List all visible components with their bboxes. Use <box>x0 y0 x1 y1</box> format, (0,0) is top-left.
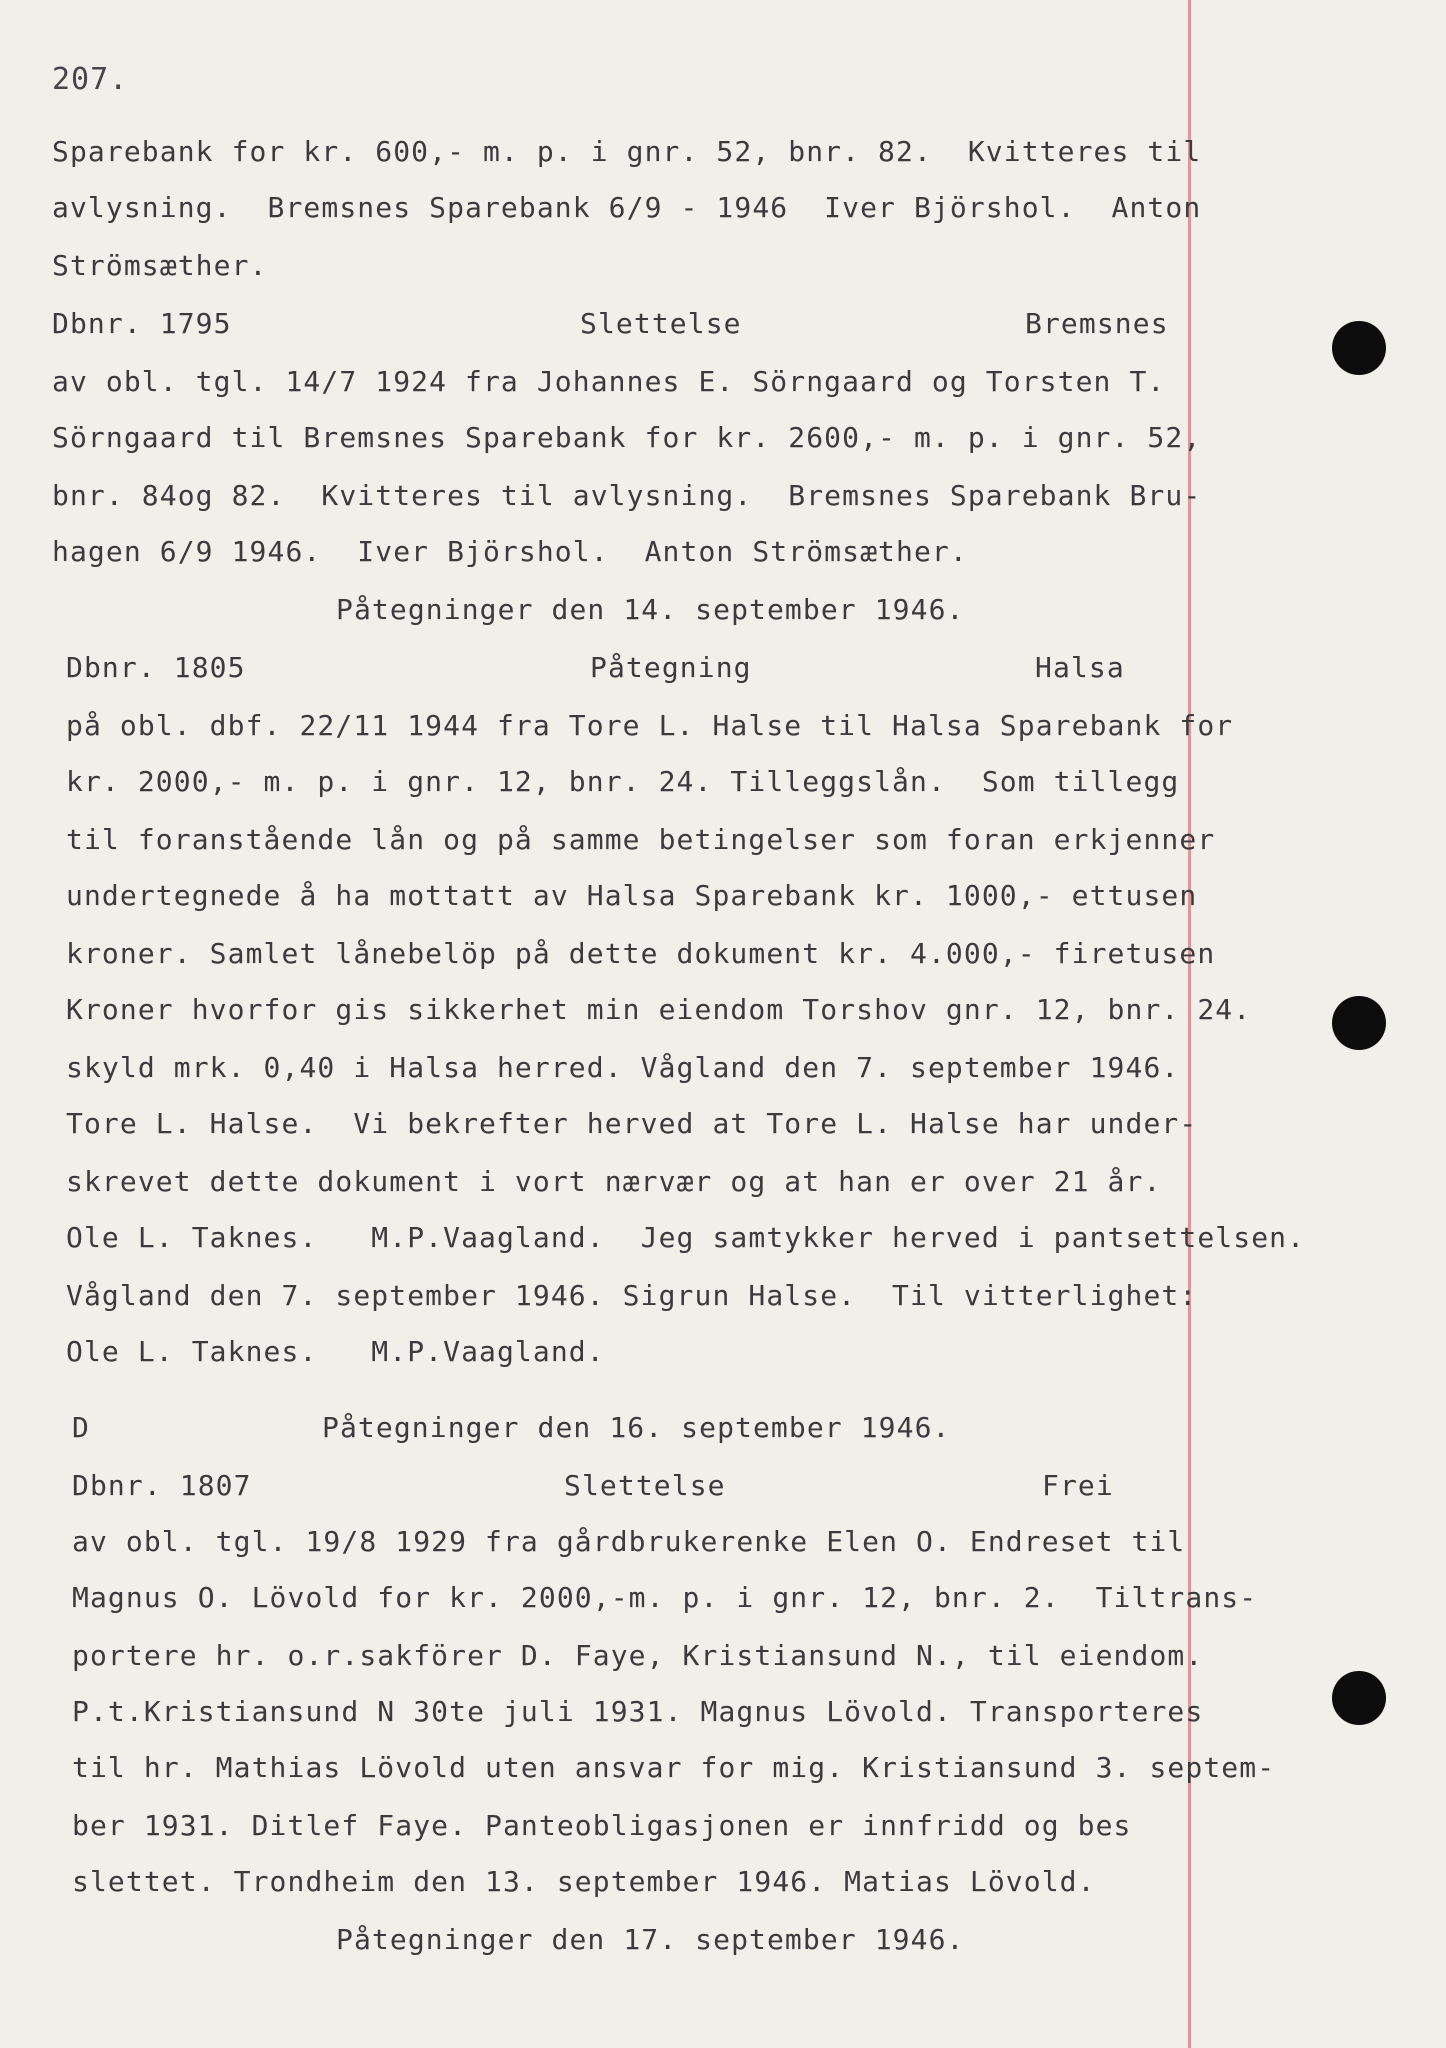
entry-dbnr: Dbnr. 1805 <box>66 651 246 684</box>
text-line: Strömsæther. <box>52 249 268 282</box>
punch-hole <box>1332 996 1386 1050</box>
section-heading: Påtegninger den 16. september 1946. <box>322 1411 951 1444</box>
text-line: Magnus O. Lövold for kr. 2000,-m. p. i gnr. 12, bnr. 2. Tiltrans- <box>72 1581 1258 1614</box>
text-line: portere hr. o.r.sakförer D. Faye, Kristiansund N., til eiendom. <box>72 1639 1204 1672</box>
entry-type: Påtegning <box>590 651 752 684</box>
entry-dbnr: Dbnr. 1807 <box>72 1469 252 1502</box>
text-line: til foranstående lån og på samme betingelser som foran erkjenner <box>66 823 1216 856</box>
entry-place: Frei <box>1042 1469 1114 1502</box>
text-line: av obl. tgl. 19/8 1929 fra gårdbrukerenke Elen O. Endreset til <box>72 1525 1186 1558</box>
text-line: slettet. Trondheim den 13. september 1946. Matias Lövold. <box>72 1865 1096 1898</box>
section-heading: Påtegninger den 17. september 1946. <box>336 1923 965 1956</box>
entry-place: Halsa <box>1035 651 1125 684</box>
text-line: til hr. Mathias Lövold uten ansvar for mig. Kristiansund 3. septem- <box>72 1751 1276 1784</box>
text-line: avlysning. Bremsnes Sparebank 6/9 - 1946 Iver Björshol. Anton <box>52 191 1202 224</box>
text-line: undertegnede å ha mottatt av Halsa Sparebank kr. 1000,- ettusen <box>66 879 1198 912</box>
section-heading: Påtegninger den 14. september 1946. <box>336 593 965 626</box>
text-line: kroner. Samlet lånebelöp på dette dokument kr. 4.000,- firetusen <box>66 937 1216 970</box>
entry-type: Slettelse <box>564 1469 726 1502</box>
text-line: kr. 2000,- m. p. i gnr. 12, bnr. 24. Tilleggslån. Som tillegg <box>66 765 1180 798</box>
text-line: Sparebank for kr. 600,- m. p. i gnr. 52, bnr. 82. Kvitteres til <box>52 135 1202 168</box>
entry-type: Slettelse <box>580 307 742 340</box>
text-line: hagen 6/9 1946. Iver Björshol. Anton Strömsæther. <box>52 535 968 568</box>
punch-hole <box>1332 1671 1386 1725</box>
text-line: bnr. 84og 82. Kvitteres til avlysning. Bremsnes Sparebank Bru- <box>52 479 1202 512</box>
text-line: skyld mrk. 0,40 i Halsa herred. Vågland den 7. september 1946. <box>66 1051 1180 1084</box>
text-line: Vågland den 7. september 1946. Sigrun Halse. Til vitterlighet: <box>66 1279 1198 1312</box>
heading-prefix: D <box>72 1411 90 1444</box>
text-line: Tore L. Halse. Vi bekrefter herved at Tore L. Halse har under- <box>66 1107 1198 1140</box>
text-line: av obl. tgl. 14/7 1924 fra Johannes E. Sörngaard og Torsten T. <box>52 365 1166 398</box>
text-line: ber 1931. Ditlef Faye. Panteobligasjonen er innfridd og bes <box>72 1809 1132 1842</box>
page-number: 207. <box>52 62 129 97</box>
punch-hole <box>1332 321 1386 375</box>
text-line: Ole L. Taknes. M.P.Vaagland. Jeg samtykker herved i pantsettelsen. <box>66 1221 1306 1254</box>
entry-dbnr: Dbnr. 1795 <box>52 307 232 340</box>
text-line: Ole L. Taknes. M.P.Vaagland. <box>66 1335 605 1368</box>
text-line: P.t.Kristiansund N 30te juli 1931. Magnus Lövold. Transporteres <box>72 1695 1204 1728</box>
text-line: Sörngaard til Bremsnes Sparebank for kr. 2600,- m. p. i gnr. 52, <box>52 421 1202 454</box>
text-line: skrevet dette dokument i vort nærvær og at han er over 21 år. <box>66 1165 1162 1198</box>
text-line: på obl. dbf. 22/11 1944 fra Tore L. Halse til Halsa Sparebank for <box>66 709 1234 742</box>
entry-place: Bremsnes <box>1025 307 1169 340</box>
text-line: Kroner hvorfor gis sikkerhet min eiendom Torshov gnr. 12, bnr. 24. <box>66 993 1252 1026</box>
